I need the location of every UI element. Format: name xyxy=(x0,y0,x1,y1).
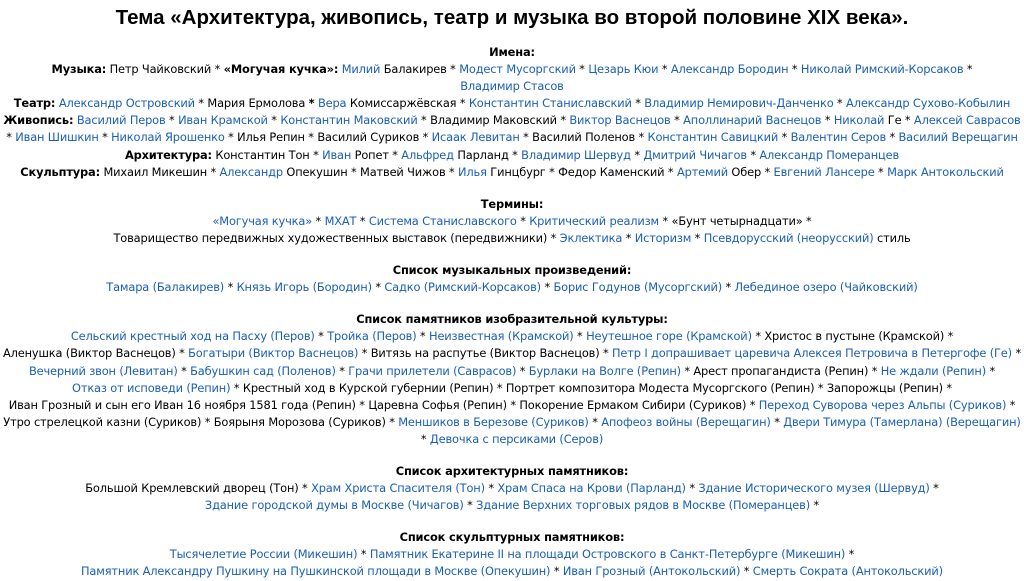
plain-text: Товарищество передвижных художественных выставок (передвижники) * xyxy=(113,230,560,245)
section-heading: Имена: xyxy=(489,45,535,59)
plain-text: * xyxy=(1006,397,1016,412)
plain-text: * Василий Поленов * xyxy=(519,130,648,145)
hyperlink[interactable]: Лебединое озеро (Чайковский) xyxy=(734,280,918,295)
hyperlink[interactable]: Виктор Васнецов xyxy=(569,113,671,128)
plain-text: Гинцбург * Федор Каменский * xyxy=(486,164,677,179)
hyperlink[interactable]: Иван xyxy=(322,147,352,162)
hyperlink[interactable]: Александр xyxy=(219,164,283,179)
section-heading: Список музыкальных произведений: xyxy=(392,263,632,278)
plain-text: * xyxy=(670,113,684,128)
plain-text: Парланд * xyxy=(453,147,522,162)
plain-text: Опекушин * Матвей Чижов * xyxy=(282,164,459,179)
hyperlink[interactable]: Не ждали (Репин) xyxy=(880,363,987,378)
plain-text: Иван Грозный и сын его Иван 16 ноября 1581 года (Репин) * Царевна Софья (Репин) * Покорение Ермаком Сибири (Суриков) * xyxy=(8,397,759,412)
hyperlink[interactable]: Псевдорусский (неорусский) xyxy=(703,230,874,245)
text-line xyxy=(0,95,1024,112)
hyperlink[interactable]: Владимир Немирович-Данченко xyxy=(644,96,834,111)
plain-text: Петр Чайковский * xyxy=(106,62,224,77)
plain-text: * xyxy=(740,564,753,579)
text-line xyxy=(0,129,1024,146)
section-heading: Список архитектурных памятников: xyxy=(395,463,629,478)
hyperlink[interactable]: Иван Грозный (Антокольский) xyxy=(562,564,741,579)
hyperlink[interactable]: Здание Исторического музея (Шервуд) xyxy=(698,481,930,496)
hyperlink[interactable]: Система Станиславского xyxy=(368,213,517,228)
hyperlink[interactable]: Модест Мусоргский xyxy=(459,62,576,77)
category-label: Живопись: xyxy=(3,113,74,128)
plain-text: * xyxy=(874,164,888,179)
slide-title: Тема «Архитектура, живопись, театр и музыка во второй половине XIX века». xyxy=(115,6,909,29)
text-line xyxy=(0,363,1024,380)
category-label: Архитектура: xyxy=(124,147,212,162)
hyperlink[interactable]: Вера xyxy=(317,96,347,111)
hyperlink[interactable]: Тройка (Перов) xyxy=(327,329,417,344)
plain-text: * xyxy=(886,130,899,145)
section-spacer xyxy=(0,247,1024,262)
text-line xyxy=(0,497,1024,514)
plain-text: * xyxy=(788,62,801,77)
section-heading: Список скульптурных памятников: xyxy=(399,530,625,545)
plain-text: * xyxy=(929,481,939,496)
category-label: * xyxy=(308,96,315,111)
plain-text: Большой Кремлевский дворец (Тон) * xyxy=(85,481,312,496)
hyperlink[interactable]: Александр Померанцев xyxy=(759,147,900,162)
category-label: Театр: xyxy=(13,96,56,111)
plain-text: стиль xyxy=(873,230,911,245)
plain-text: Михаил Микешин * xyxy=(100,164,220,179)
plain-text: * xyxy=(573,329,587,344)
text-line xyxy=(0,279,1024,296)
hyperlink[interactable]: Александр Бородин xyxy=(670,62,789,77)
slide-body xyxy=(0,44,1024,581)
text-line xyxy=(0,380,1024,397)
hyperlink[interactable]: Константин Станиславский xyxy=(468,96,632,111)
hyperlink[interactable]: Исаак Левитан xyxy=(431,130,520,145)
plain-text: Константин Тон * xyxy=(211,147,323,162)
hyperlink[interactable]: Грачи прилетели (Саврасов) xyxy=(348,363,517,378)
text-line xyxy=(0,78,1024,95)
plain-text: * xyxy=(516,363,529,378)
plain-text: Обер * xyxy=(727,164,774,179)
plain-text: * Илья Репин * Василий Суриков * xyxy=(224,130,432,145)
plain-text: * xyxy=(986,363,996,378)
plain-text: * xyxy=(224,280,237,295)
hyperlink[interactable]: Историзм xyxy=(634,230,692,245)
hyperlink[interactable]: Критический реализм xyxy=(529,213,660,228)
plain-text: Утро стрелецкой казни (Суриков) * Боярыня Морозова (Суриков) * xyxy=(3,414,399,429)
text-line xyxy=(0,397,1024,414)
hyperlink[interactable]: Неутешное горе (Крамской) xyxy=(586,329,752,344)
hyperlink[interactable]: Храм Спаса на Крови (Парланд) xyxy=(497,481,686,496)
plain-text: * xyxy=(165,113,179,128)
hyperlink[interactable]: Константин Савицкий xyxy=(647,130,779,145)
hyperlink[interactable]: Храм Христа Спасителя (Тон) xyxy=(311,481,485,496)
text-line xyxy=(0,480,1024,497)
plain-text: * xyxy=(371,280,385,295)
plain-text: * xyxy=(6,130,16,145)
text-line xyxy=(0,112,1024,129)
plain-text: * xyxy=(540,280,554,295)
plain-text: * Крестный ход в Курской губернии (Репин) * Портрет композитора Модеста Мусоргского (Репин) * Запорожцы (Репин) * xyxy=(230,380,952,395)
plain-text: * xyxy=(658,62,671,77)
hyperlink[interactable]: Здание городской думы в Москве (Чичагов) xyxy=(204,498,464,513)
section-heading: Термины: xyxy=(480,196,544,211)
plain-text: * xyxy=(746,147,760,162)
hyperlink[interactable]: Меншиков в Березове (Суриков) xyxy=(398,414,589,429)
hyperlink[interactable]: Аполлинарий Васнецов xyxy=(683,113,822,128)
text-line xyxy=(0,61,1024,78)
plain-text: * xyxy=(810,498,820,513)
text-line xyxy=(0,546,1024,563)
hyperlink[interactable]: Артемий xyxy=(676,164,728,179)
plain-text: * xyxy=(631,96,645,111)
hyperlink[interactable]: Цезарь Кюи xyxy=(588,62,659,77)
hyperlink[interactable]: Переход Суворова через Альпы (Суриков) xyxy=(758,397,1007,412)
plain-text: * xyxy=(588,414,602,429)
plain-text: * xyxy=(1011,346,1021,361)
hyperlink[interactable]: Двери Тимура (Тамерлана) (Верещагин) xyxy=(783,414,1021,429)
plain-text: * «Бунт четырнадцати» * xyxy=(659,213,812,228)
hyperlink[interactable]: Алексей Саврасов xyxy=(913,113,1021,128)
plain-text: * xyxy=(177,363,191,378)
hyperlink[interactable]: Памятник Александру Пушкину на Пушкинской площади в Москве (Опекушин) xyxy=(81,564,551,579)
hyperlink[interactable]: Николай xyxy=(833,113,885,128)
hyperlink[interactable]: Вечерний звон (Левитан) xyxy=(28,363,178,378)
plain-text: * Мария Ермолова xyxy=(194,96,309,111)
hyperlink[interactable]: Николай Римский-Корсаков xyxy=(800,62,964,77)
hyperlink[interactable]: Здание Верхних торговых рядов в Москве (Померанцев) xyxy=(476,498,811,513)
hyperlink[interactable]: Борис Годунов (Мусоргский) xyxy=(553,280,723,295)
plain-text: Аленушка (Виктор Васнецов) * xyxy=(2,346,189,361)
hyperlink[interactable]: Константин Маковский xyxy=(280,113,418,128)
plain-text: * Арест пропагандиста (Репин) * xyxy=(680,363,881,378)
hyperlink[interactable]: Василий Перов xyxy=(76,113,166,128)
hyperlink[interactable]: «Могучая кучка» xyxy=(212,213,313,228)
hyperlink[interactable]: Владимир Шервуд xyxy=(521,147,631,162)
hyperlink[interactable]: Евгений Лансере xyxy=(773,164,875,179)
plain-text: Комиссаржёвская * xyxy=(346,96,469,111)
hyperlink[interactable]: Иван Шишкин xyxy=(15,130,99,145)
plain-text: * xyxy=(691,230,704,245)
hyperlink[interactable]: Отказ от исповеди (Репин) xyxy=(72,380,231,395)
text-line xyxy=(0,563,1024,580)
plain-text: * xyxy=(963,62,973,77)
plain-text: * xyxy=(778,130,791,145)
plain-text: * xyxy=(314,329,328,344)
hyperlink[interactable]: Валентин Серов xyxy=(790,130,887,145)
hyperlink[interactable]: Василий Верещагин xyxy=(898,130,1018,145)
section-spacer xyxy=(0,181,1024,196)
plain-text: * xyxy=(357,547,370,562)
category-label: Музыка: xyxy=(51,62,107,77)
hyperlink[interactable]: Князь Игорь (Бородин) xyxy=(236,280,372,295)
hyperlink[interactable]: Петр I допрашивает царевича Алексея Петровича в Петергофе (Ге) xyxy=(612,346,1012,361)
text-line xyxy=(0,147,1024,164)
hyperlink[interactable]: Альфред xyxy=(401,147,454,162)
section-spacer xyxy=(0,448,1024,463)
hyperlink[interactable]: Милий xyxy=(341,62,381,77)
text-line xyxy=(0,328,1024,345)
hyperlink[interactable]: Бабушкин сад (Поленов) xyxy=(190,363,336,378)
plain-text: * xyxy=(463,498,477,513)
hyperlink[interactable]: Дмитрий Чичагов xyxy=(643,147,747,162)
plain-text: * xyxy=(550,564,563,579)
hyperlink[interactable]: Тамара (Балакирев) xyxy=(106,280,225,295)
plain-text: * xyxy=(845,547,855,562)
plain-text: * xyxy=(770,414,784,429)
section-heading: Список памятников изобразительной культуры: xyxy=(356,312,668,327)
text-line xyxy=(0,164,1024,181)
hyperlink[interactable]: Тысячелетие России (Микешин) xyxy=(169,547,358,562)
text-line xyxy=(0,213,1024,230)
plain-text: * xyxy=(833,96,847,111)
hyperlink[interactable]: Николай Ярошенко xyxy=(111,130,225,145)
plain-text: * Владимир Маковский * xyxy=(417,113,570,128)
hyperlink[interactable]: Садко (Римский-Корсаков) xyxy=(384,280,541,295)
section-spacer xyxy=(0,514,1024,529)
hyperlink[interactable]: Неизвестная (Крамской) xyxy=(429,329,574,344)
hyperlink[interactable]: Марк Антокольский xyxy=(887,164,1004,179)
hyperlink[interactable]: Памятник Екатерине II на площади Островского в Санкт-Петербурге (Микешин) xyxy=(369,547,846,562)
plain-text: Ропет * xyxy=(351,147,402,162)
plain-text: * xyxy=(335,363,349,378)
plain-text: * Христос в пустыне (Крамской) * xyxy=(751,329,954,344)
plain-text: * xyxy=(312,213,325,228)
section-spacer xyxy=(0,296,1024,311)
plain-text: * xyxy=(685,481,699,496)
hyperlink[interactable]: Сельский крестный ход на Пасху (Перов) xyxy=(70,329,315,344)
plain-text: * xyxy=(98,130,112,145)
plain-text: * xyxy=(722,280,735,295)
text-line xyxy=(0,345,1024,362)
plain-text: * xyxy=(630,147,644,162)
plain-text: Ге * xyxy=(884,113,914,128)
plain-text: * xyxy=(622,230,635,245)
plain-text: * xyxy=(416,329,430,344)
category-label: «Могучая кучка»: xyxy=(223,62,339,77)
plain-text: * xyxy=(821,113,834,128)
text-line xyxy=(0,431,1024,448)
plain-text: * xyxy=(267,113,281,128)
hyperlink[interactable]: Девочка с персиками (Серов) xyxy=(429,431,604,446)
plain-text: * xyxy=(516,213,530,228)
plain-text: Балакирев * xyxy=(380,62,460,77)
hyperlink[interactable]: Владимир Стасов xyxy=(460,79,564,94)
category-label: Скульптура: xyxy=(20,164,100,179)
hyperlink[interactable]: Богатыри (Виктор Васнецов) xyxy=(188,346,359,361)
hyperlink[interactable]: МХАТ xyxy=(324,213,357,228)
hyperlink[interactable]: Бурлаки на Волге (Репин) xyxy=(528,363,681,378)
plain-text: * Витязь на распутье (Виктор Васнецов) * xyxy=(358,346,613,361)
hyperlink[interactable]: Илья xyxy=(458,164,487,179)
hyperlink[interactable]: Апофеоз войны (Верещагин) xyxy=(601,414,771,429)
hyperlink[interactable]: Иван Крамской xyxy=(178,113,268,128)
plain-text: * xyxy=(484,481,498,496)
hyperlink[interactable]: Александр Островский xyxy=(58,96,195,111)
plain-text: * xyxy=(575,62,589,77)
text-line xyxy=(0,230,1024,247)
text-line xyxy=(0,414,1024,431)
hyperlink[interactable]: Александр Сухово-Кобылин xyxy=(846,96,1011,111)
plain-text: * xyxy=(356,213,369,228)
hyperlink[interactable]: Эклектика xyxy=(559,230,623,245)
hyperlink[interactable]: Смерть Сократа (Антокольский) xyxy=(752,564,943,579)
plain-text: * xyxy=(420,431,430,446)
